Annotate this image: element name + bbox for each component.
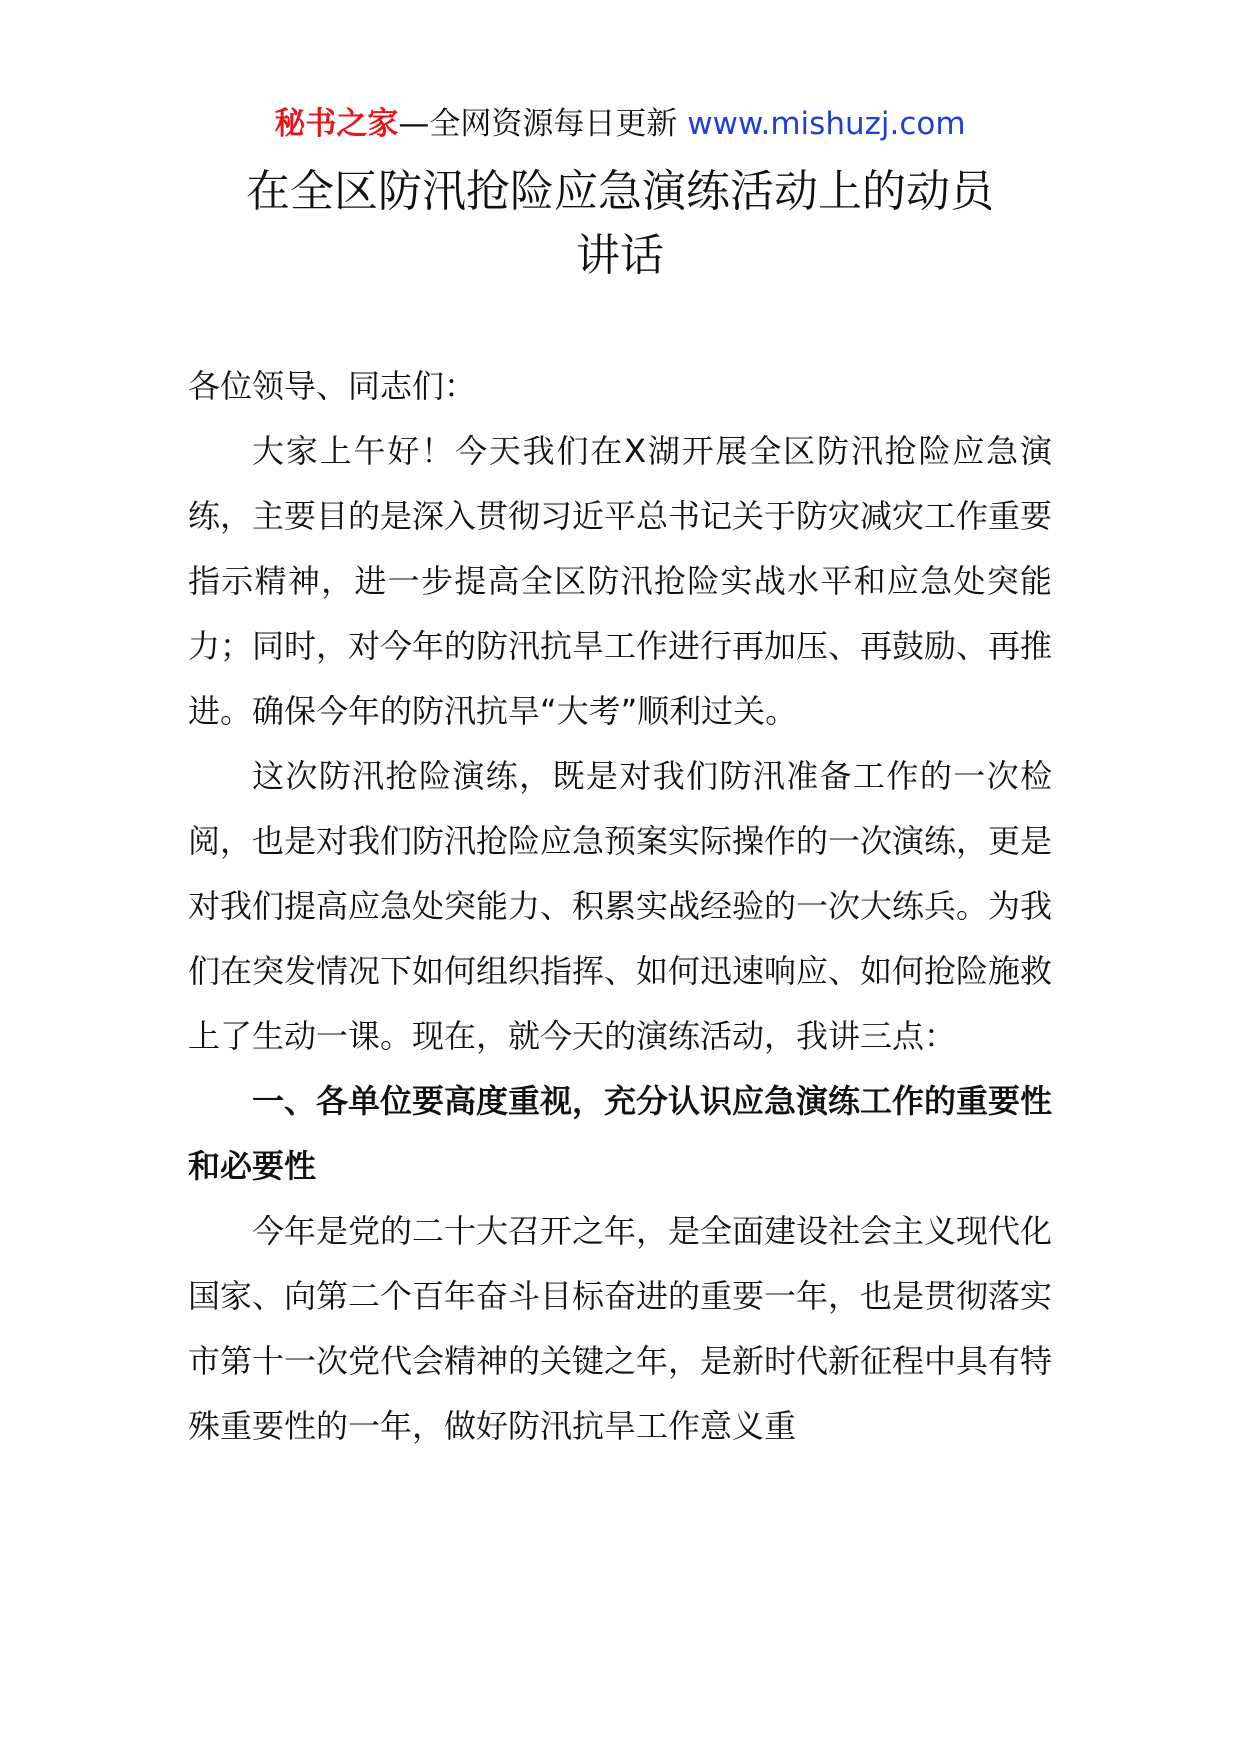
salutation: 各位领导、同志们： (188, 367, 477, 405)
site-tagline: —全网资源每日更新 (398, 106, 678, 142)
site-url-link[interactable]: www.mishuzj.com (687, 106, 966, 142)
paragraph: 这次防汛抢险演练，既是对我们防汛准备工作的一次检阅，也是对我们防汛抢险应急预案实际操作的一次演练，更是对我们提高应急处突能力、积累实战经验的一次大练兵。为我们在突发情况下如何组织指挥、如何迅速响应、如何抢险施救上了生动一课。现在，就今天的演练活动，我讲三点： (188, 757, 1053, 1055)
site-header (0, 100, 1240, 148)
paragraph: 今年是党的二十大召开之年，是全面建设社会主义现代化国家、向第二个百年奋斗目标奋进的重要一年，也是贯彻落实市第十一次党代会精神的关键之年，是新时代新征程中具有特殊重要性的一年，做好防汛抗旱工作意义重 (188, 1212, 1053, 1445)
section-heading: 一、各单位要高度重视，充分认识应急演练工作的重要性和必要性 (188, 1082, 1053, 1185)
document-title-line-1: 在全区防汛抢险应急演练活动上的动员 (246, 166, 994, 217)
document-title (180, 160, 1060, 288)
paragraph: 大家上午好！今天我们在X湖开展全区防汛抢险应急演练，主要目的是深入贯彻习近平总书记关于防灾减灾工作重要指示精神，进一步提高全区防汛抢险实战水平和应急处突能力；同时，对今年的防汛抗旱工作进行再加压、再鼓励、再推进。确保今年的防汛抗旱“大考”顺利过关。 (188, 432, 1053, 730)
document-body (188, 354, 1052, 1459)
document-title-line-2: 讲话 (576, 230, 664, 281)
site-brand: 秘书之家 (274, 106, 399, 142)
